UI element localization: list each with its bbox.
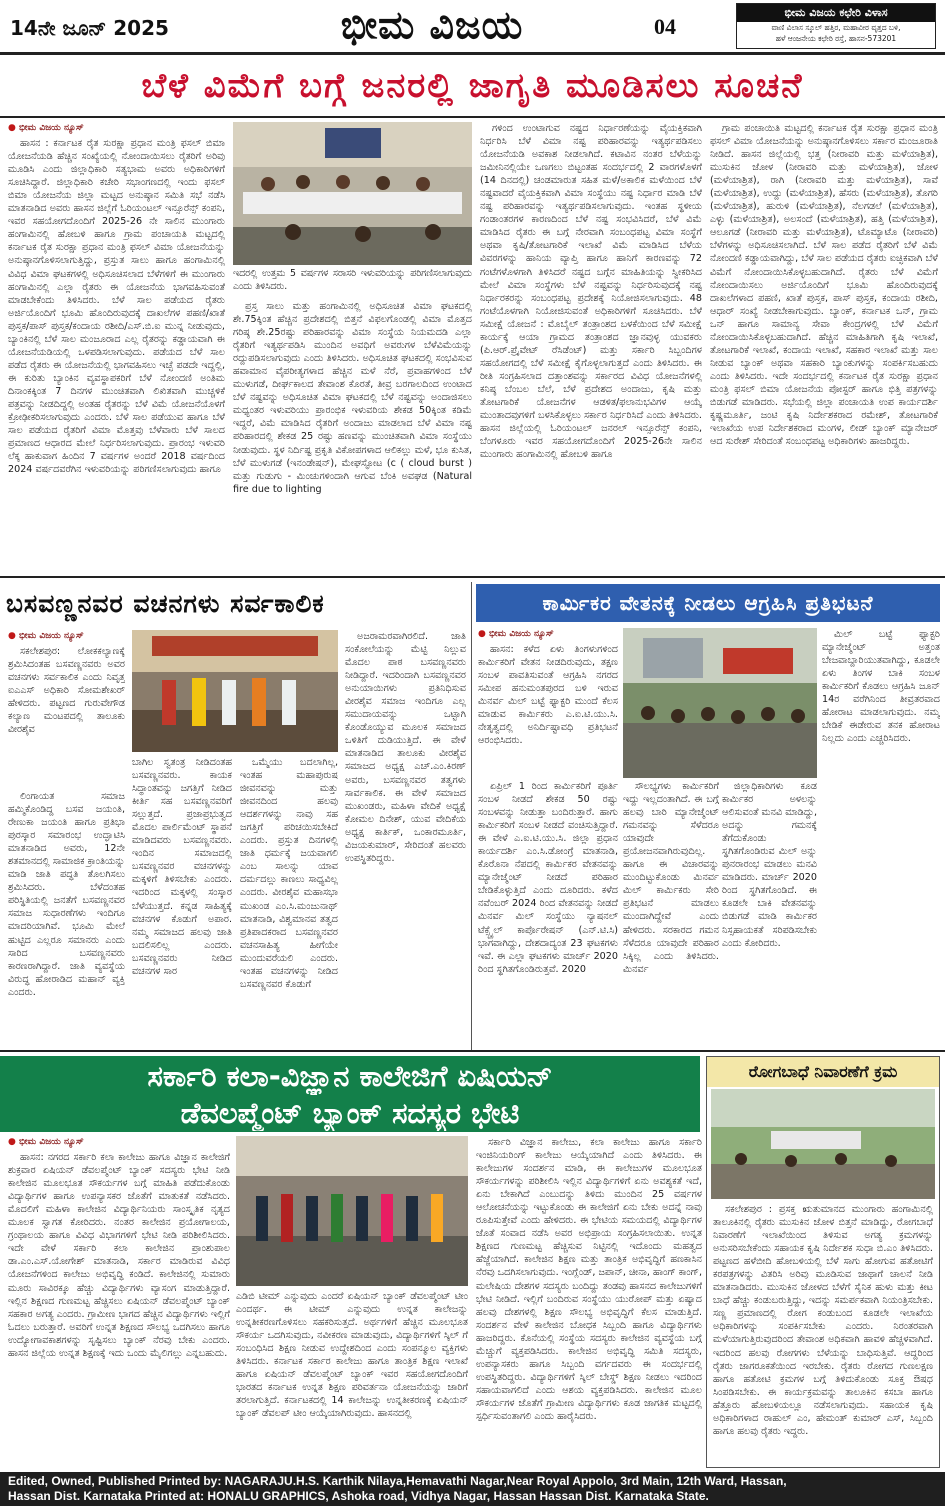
column-divider-vertical	[471, 582, 472, 1052]
address-line-2: ಹಳೆ ಆಂಜನೇಯ ಕಛೇರಿ ರಸ್ತೆ, ಹಾಸನ-573201	[775, 34, 897, 43]
address-line-1: ವಾಣಿ ವಿಲಾಸ ಸ್ಕೂಲ್ ಹತ್ತಿರ, ಮಹಾವೀರ ವೃತ್ತದ ಬಳಿ,	[771, 23, 901, 32]
article2-photo-ceremony	[132, 630, 338, 752]
article2-col1-text: ಲಿಂಗಾಯತ ಸಮಾಜ ಹಮ್ಮಿಕೊಂಡಿದ್ದ ಬಸವ ಜಯಂತಿ, ರೇಣುಕಾ ಜಯಂತಿ ಹಾಗೂ ಪ್ರತಿಭಾ ಪುರಸ್ಕಾರ ಸಮಾರಂಭ ಉದ್ಘಾಟಿಸಿ ಮಾತನಾಡಿದ ಅವರು, 12ನೇ ಶತಮಾನದಲ್ಲಿ ಸಾಮಾಜಿಕ ಕ್ರಾಂತಿಯನ್ನು ಮಾಡಿ ಜಾತಿ ಪದ್ಧತಿ ತೊಲಗಿಸಲು ಶ್ರಮಿಸಿದರು. ಬೆಳೆದಂತಹ ಪರಿಸ್ಥಿತಿಯಲ್ಲಿ ಜನತೆಗೆ ಬಸವಣ್ಣನವರ ಸಮಾಜ ಸುಧಾರಣೆಗಳು ಇಂದಿಗೂ ಮಾದರಿಯಾಗಿವೆ. ಭೂಮಿ ಮೇಲೆ ಹುಟ್ಟಿದ ಎಲ್ಲರೂ ಸಮಾನರು ಎಂದು ಸಾರಿದ ಬಸವಣ್ಣನವರು ಕಾರಣರಾಗಿದ್ದಾರೆ. ಜಾತಿ ವ್ಯವಸ್ಥೆಯ ವಿರುದ್ಧ ಹೋರಾಡಿದ ಮಹಾನ್ ವ್ಯಕ್ತಿ ಎಂದರು.	[8, 791, 125, 998]
article5-col1-text: ಸಕಲೇಶಪುರ : ಪ್ರಸಕ್ತ ಋತುಮಾನದ ಮುಂಗಾರು ಹಂಗಾಮಿನಲ್ಲಿ ತಾಲೂಕಿನಲ್ಲಿ ರೈತರು ಮುಸುಕಿನ ಜೋಳ ಬಿತ್ತನೆ ಮಾಡಿದ್ದು, ರೋಗಬಾಧೆ ನಿವಾರಣೆಗೆ ಇಲಾಖೆಯಿಂದ ತಿಳಿಸುವ ಅಗತ್ಯ ಕ್ರಮಗಳನ್ನು ಅನುಸರಿಸಬೇಕೆಂದು ಸಹಾಯಕ ಕೃಷಿ ನಿರ್ದೇಶಕ ಸುಧಾ ಬಿ.ಎಂ ತಿಳಿಸಿದರು. ಪಟ್ಟಣದ ಹಳೆಬೀದಿ ಹೋಬಳಿಯಲ್ಲಿ ಬೆಳೆ ಸಾಗು ಹೋಗುವ ಹತೋಟಿಗೆ ಕರಪತ್ರಗಳನ್ನು ವಿತರಿಸಿ ಅರಿವು ಮೂಡಿಸುವ ಜಾಥಾಗೆ ಚಾಲನೆ ನೀಡಿ ಮಾತನಾಡಿದರು. ಮುಸುಕಿನ ಜೋಳದ ಬೆಳೆಗೆ ಸೈನಿಕ ಹುಳು ಮತ್ತು ಕೀಟ ಬಾಧೆ ಹೆಚ್ಚು ಕಂಡುಬರುತ್ತಿದ್ದು, ಇದನ್ನು ಸಮರ್ಪಕವಾಗಿ ನಿಯಂತ್ರಿಸಬೇಕು. ಸಣ್ಣ ಪ್ರಮಾಣದಲ್ಲಿ ರೋಗ ಕಂಡುಬಂದ ಕೂಡಲೇ ಇಲಾಖೆಯ ಅಧಿಕಾರಿಗಳನ್ನು ಸಂಪರ್ಕಿಸಬೇಕು ಎಂದರು. ನಿರಂತರವಾಗಿ ಮಳೆಯಾಗುತ್ತಿರುವುದರಿಂದ ತೇವಾಂಶ ಅಧಿಕವಾಗಿ ಹಾವಳಿ ಹೆಚ್ಚಳವಾಗಿದೆ. ಇದರಿಂದ ಹಲವು ರೋಗಗಳು ಬೆಳೆಯನ್ನು ಬಾಧಿಸುತ್ತಿವೆ. ಆದ್ದರಿಂದ ರೈತರು ಜಾಗರೂಕತೆಯಿಂದ ಇರಬೇಕು. ರೈತರು ರೋಗದ ಗುಣಲಕ್ಷಣ ಹಾಗೂ ಹತೋಟಿ ಕ್ರಮಗಳ ಬಗ್ಗೆ ತಿಳಿದುಕೊಂಡು ಸೂಕ್ತ ಔಷಧ ಸಿಂಪಡಿಸಬೇಕು. ಈ ಕಾರ್ಯಕ್ರಮವನ್ನು ತಾಲೂಕಿನ ಕಸಬಾ ಹಾಗೂ ಹೆತ್ತೂರು ಹೋಬಳಿಯಲ್ಲೂ ನಡೆಸಲಾಗುವುದು. ಸಹಾಯಕ ಕೃಷಿ ಅಧಿಕಾರಿಗಳಾದ ರಾಹುಲ್ ಎಂ, ಹೇಮಂತ್ ಕುಮಾರ್ ಎಸ್, ಸಿಬ್ಬಂದಿ ಹಾಗೂ ಹಲವು ರೈತರು ಇದ್ದರು.	[713, 1204, 933, 1437]
protest-crowd-illustration	[623, 628, 817, 778]
article4-headline-line1: ಸರ್ಕಾರಿ ಕಲಾ-ವಿಜ್ಞಾನ ಕಾಲೇಜಿಗೆ ಏಷಿಯನ್	[147, 1059, 553, 1093]
article1-col2	[233, 300, 472, 570]
article1-col1	[8, 122, 225, 570]
article1-photo-caption: ಇದರಲ್ಲಿ ಉತ್ತಮ 5 ವರ್ಷಗಳ ಸರಾಸರಿ ಇಳುವರಿಯನ್ನು ಪರಿಗಣಿಸಲಾಗುವುದು ಎಂದು ತಿಳಿಸಿದರು.	[233, 268, 472, 292]
article2-col2-text: ಅಜರಾಮರವಾಗಿರಲಿದೆ. ಜಾತಿ ಸಂಕೋಲೆಯನ್ನು ಮೆಟ್ಟಿ ನಿಲ್ಲುವ ಮೊದಲ ಪಾಠ ಬಸವಣ್ಣನವರು ನೀಡಿದ್ದಾರೆ. ಇದರಿಂದಾಗಿ ಬಸವಣ್ಣನವರ ಅನುಯಾಯಿಗಳು ಪ್ರತಿನಿಧಿಸುವ ವೀರಶೈವ ಸಮಾಜ ಇಂದಿಗೂ ಎಲ್ಲ ಸಮುದಾಯವನ್ನು ಒಟ್ಟಾಗಿ ಕೊಂಡೊಯ್ಯುವ ಮೂಲಕ ಸಮಾಜದ ಒಳಿತಿಗೆ ದುಡಿಯುತ್ತಿದೆ. ಈ ವೇಳೆ ಮಾತನಾಡಿದ ತಾಲೂಕು ವೀರಶೈವ ಸಮಾಜದ ಅಧ್ಯಕ್ಷ ಎಚ್.ಎಂ.ಕಿರಣ್ ಅವರು, ಬಸವಣ್ಣನವರ ತತ್ವಗಳು ಸಾರ್ವಕಾಲಿಕ. ಈ ವೇಳೆ ಸಮಾಜದ ಮುಖಂಡರು, ಮಹಿಳಾ ವೇದಿಕೆ ಅಧ್ಯಕ್ಷೆ ಕೋಮಲ ದಿನೇಶ್, ಯುವ ವೇದಿಕೆಯ ಅಧ್ಯಕ್ಷ ಕಾರ್ತಿಕ್, ಒಂಕಾರಮೂರ್ತಿ, ವಿಜಯಕುಮಾರ್, ಸೇರಿದಂತೆ ಹಲವರು ಉಪಸ್ಥಿತರಿದ್ದರು.	[345, 631, 466, 864]
article3-col1-text: ಹಾಸನ: ಕಳೆದ ಏಳು ತಿಂಗಳುಗಳಿಂದ ಕಾರ್ಮಿಕರಿಗೆ ವೇತನ ನೀಡದಿರುವುದು, ತಕ್ಷಣ ಸಂಬಳ ಪಾವತಿಸುವಂತೆ ಆಗ್ರಹಿಸಿ ನಗರದ ಸಮೀಪ ಹನುಮಂತಪುರದ ಬಳಿ ಇರುವ ಮಿನರ್ವ ಮಿಲ್ ಬಟ್ಟೆ ಫ್ಯಾಕ್ಟರಿ ಮುಂದೆ ಕೆಲಸ ಮಾಡುವ ಕಾರ್ಮಿಕರು ಎ.ಐ.ಟಿ.ಯು.ಸಿ. ನೇತೃತ್ವದಲ್ಲಿ ಅನಿರ್ದಿಷ್ಟಾವಧಿ ಪ್ರತಿಭಟನೆ ಆರಂಭಿಸಿದರು.	[478, 644, 618, 747]
masthead	[0, 0, 945, 50]
issue-date: 14ನೇ ಜೂನ್ 2025	[10, 16, 169, 40]
masthead-divider	[0, 52, 945, 55]
article4-photo-caption: ಎಡಿಬಿ ಟೀಮ್ ಎನ್ನುವುದು ಎಂದರೆ ಏಷಿಯನ್ ಬ್ಯಾಂಕ್ ಡೆವಲಪ್ಮೆಂಟ್ ಟೀಂ ಎಂದರ್ಥ. ಈ ಟೀಮ್ ಎನ್ನುವುದು ಉನ್ನತ ಕಾಲೇಜನ್ನು ಉನ್ನತೀಕರಣಗೊಳಿಸಲು ಸಹಕರಿಸುತ್ತದೆ. ಅರ್ಥಗಳಿಗೆ ಹೆಚ್ಚಿನ ಮೂಲಭೂತ ಸೌಕರ್ಯ ಒದಗಿಸುವುದು, ನವೀಕರಣ ಮಾಡುವುದು, ವಿದ್ಯಾರ್ಥಿಗಳಿಗೆ ಸ್ಕಿಲ್ ಗೆ ಸಂಬಂಧಿಸಿದ ಶಿಕ್ಷಣ ನೀಡುವ ಉದ್ದೇಶದಿಂದ ಎಂದು ಸಂಪನ್ಮೂಲ ವ್ಯಕ್ತಿಗಳು ತಿಳಿಸಿದರು. ಕರ್ನಾಟಕ ಸರ್ಕಾರ ಕಾಲೇಜು ಹಾಗೂ ತಾಂತ್ರಿಕ ಶಿಕ್ಷಣ ಇಲಾಖೆ ಹಾಗೂ ಏಷಿಯನ್ ಡೆವಲಪ್ಮೆಂಟ್ ಬ್ಯಾಂಕ್ ಇವರ ಸಹಯೋಗದೊಂದಿಗೆ ಭಾರತದ ಕರ್ನಾಟಕ ಉನ್ನತ ಶಿಕ್ಷಣ ಪರಿವರ್ತನಾ ಯೋಜನೆಯನ್ನು ಜಾರಿಗೆ ತರಲಾಗುತ್ತಿದೆ. ಕರ್ನಾಟಕದಲ್ಲಿ 14 ಕಾಲೇಜನ್ನು ಉನ್ನತೀಕರಣಕ್ಕೆ ಏಷಿಯನ್ ಬ್ಯಾಂಕ್ ಡೆವಲಪ್ ಟೀಂ ಆಯ್ಕೆಯಾಗಿರುವುದು. ಹಾಸನದಲ್ಲಿ	[236, 1291, 468, 1420]
article2-col2	[345, 630, 466, 1046]
article5-headline: ರೋಗಬಾಧೆ ನಿವಾರಣೆಗೆ ಕ್ರಮ	[707, 1057, 939, 1087]
article2-photo-caption: ಬಾಗಿಲ ಸ್ವತಂತ್ರ ನೀಡಿದಂತಹ ಬಸವಣ್ಣನವರು. ಕಾಯಕ ಸಿದ್ಧಾಂತವನ್ನು ಜಗತ್ತಿಗೆ ನೀಡಿದ ಕೀರ್ತಿ ಸಹ ಬಸವಣ್ಣನವರಿಗೆ ಸಲ್ಲುತ್ತದೆ. ಪ್ರಜಾಪ್ರಭುತ್ವದ ಮೊದಲ ಪಾರ್ಲಿಮೆಂಟ್ ಸ್ಥಾಪನೆ ಮಾಡಿದವರು ಬಸವಣ್ಣನವರು. ಇಂದಿನ ಸಮಾಜದಲ್ಲಿ ಬಸವಣ್ಣನವರ ವಚನಗಳನ್ನು ಮಕ್ಕಳಿಗೆ ತಿಳಿಸಬೇಕು ಎಂದರು. ಇದರಿಂದ ಮಕ್ಕಳಲ್ಲಿ ಸಂಸ್ಕಾರ ಬೆಳೆಯುತ್ತದೆ. ಕನ್ನಡ ಸಾಹಿತ್ಯಕ್ಕೆ ವಚನಗಳ ಕೊಡುಗೆ ಅಪಾರ. ನಮ್ಮ ಸಮಾಜದ ಹಲವು ಜಾತಿ ಬದಲಿಸಲಿಲ್ಲ ಎಂದರು. ಬಸವಣ್ಣನವರು ನೀಡಿದ ವಚನಗಳ ಸಾರ	[132, 757, 232, 977]
article1-col1-text: ಹಾಸನ : ಕರ್ನಾಟಕ ರೈತ ಸುರಕ್ಷಾ ಪ್ರಧಾನ ಮಂತ್ರಿ ಫಸಲ್ ಬಿಮಾ ಯೋಜನೆಯಡಿ ಹೆಚ್ಚಿನ ಸಂಖ್ಯೆಯಲ್ಲಿ ನೋಂದಾಯಿಸಲು ರೈತರಿಗೆ ಅರಿವು ಮೂಡಿಸಿ ಎಂದು ಜಿಲ್ಲಾಧಿಕಾರಿ ಸತ್ಯಭಾಮ ಅವರು ಅಧಿಕಾರಿಗಳಿಗೆ ಸೂಚಿಸಿದ್ದಾರೆ. ಜಿಲ್ಲಾಧಿಕಾರಿ ಕಚೇರಿ ಸಭಾಂಗಣದಲ್ಲಿ ಇಂದು ಫಸಲ್ ಬಿಮಾ ಯೋಜನೆಯ ಜಿಲ್ಲಾ ಮಟ್ಟದ ಅನುಷ್ಠಾನ ಸಮಿತಿ ಸಭೆ ನಡೆಸಿ ಮಾತನಾಡಿದ ಅವರು ಹಾಸನ ಜಿಲ್ಲೆಗೆ ಓರಿಯಂಟಲ್ ಇನ್ಸೂರೆನ್ಸ್ ಕಂಪನಿ, ಇವರ ಸಹಯೋಗದೊಂದಿಗೆ 2025-26 ನೇ ಸಾಲಿನ ಮುಂಗಾರು ಹಂಗಾಮಿನಲ್ಲಿ ಹೋಬಳಿ ಹಾಗೂ ಗ್ರಾಮ ಪಂಚಾಯತಿ ಮಟ್ಟದಲ್ಲಿ ಕರ್ನಾಟಕ ರೈತ ಸುರಕ್ಷಾ ಪ್ರಧಾನ ಮಂತ್ರಿ ಫಸಲ್ ವಿಮಾ ಯೋಜನೆಯನ್ನು ಅನುಷ್ಠಾನಗೊಳಿಸಲಾಗುತ್ತಿದ್ದು, ಪ್ರಸ್ತುತ ಸಾಲು ಹಾಗೂ ಹಂಗಾಮಿನಲ್ಲಿ ವಿವಿಧ ವಿಮಾ ಘಟಕಗಳಲ್ಲಿ ಅಧಿಸೂಚಿಸಲಾದ ಬೆಳೆಗಳಿಗೆ ಈ ಮುಂಗಾರು ಹಂಗಾಮಿನಲ್ಲಿ ಎಲ್ಲಾ ರೈತರು ಈ ಯೋಜನೆಯ ಭಾಗವಹಿಸುವಂತೆ ಮಾಡಬೇಕೆಂದು ತಿಳಿಸಿದರು. ಬೆಳೆ ಸಾಲ ಪಡೆಯದ ರೈತರು ಅರ್ಜಿಯೊಂದಿಗೆ ಭೂಮಿ ಹೊಂದಿರುವುದಕ್ಕೆ ದಾಖಲೆಗಳ ಪಹಣಿ/ಖಾತೆ ಪುಸ್ತಕ/ಪಾಸ್ ಪುಸ್ತಕ/ಕಂದಾಯ ರಶೀದಿ/ಎಸ್.ಬಿ.ಐ ಮುನ್ನ ನೀಡುವುದು, ಬ್ಯಾಂಕಿನಲ್ಲಿ ಬೆಳೆ ಸಾಲ ಮಂಜೂರಾದ ಎಲ್ಲ ರೈತರನ್ನು ಕಡ್ಡಾಯವಾಗಿ ಈ ಯೋಜನೆಯಡಿಯಲ್ಲಿ ಒಳಪಡಿಸಲಾಗುವುದು. ಪಡೆಯದ ಬೆಳೆ ಸಾಲ ಪಡೆದ ರೈತರು ಈ ಯೋಜನೆಯಲ್ಲಿ ಭಾಗವಹಿಸಲು ಇಚ್ಛೆ ಪಡದೇ ಇದ್ದಲ್ಲಿ, ಈ ಕುರಿತು ಬ್ಯಾಂಕಿನ ವ್ಯವಸ್ಥಾಪಕರಿಗೆ ಬೆಳೆ ನೋಂದಣಿ ಅಂತಿಮ ದಿನಾಂಕಕ್ಕಿಂತ 7 ದಿನಗಳ ಮುಂಚಿತವಾಗಿ ಲಿಖಿತವಾಗಿ ಮುಚ್ಚಳಿಕೆ ಪತ್ರವನ್ನು ನೀಡದಿದ್ದಲ್ಲಿ ಅಂತಹ ರೈತರನ್ನು ಬೆಳೆ ವಿಮೆ ಯೋಜನೆಯೊಳಗೆ ಕ್ರೋಢೀಕರಿಸಲಾಗುವುದು ಎಂದರು. ಬೆಳೆ ಸಾಲ ಪಡೆಯುವ ಹಾಗೂ ಬೆಳೆ ಸಾಲ ಪಡೆಯದ ರೈತರಿಗೆ ವಿಮಾ ಮೊತ್ತವು ಬೆಳೆವಾರು ಬೆಳೆ ಸಾಲದ ಪ್ರಮಾಣದ ಆಧಾರದ ಮೇಲೆ ನಿರ್ಧರಿಸಲಾಗುವುದು. ಪ್ರಾರಂಭ ಇಳುವರಿ ಲೆಕ್ಕ ಹಾಕುವಾಗ ಹಿಂದಿನ 7 ವರ್ಷಗಳ ಅಂದರೆ 2018 ವರ್ಷದಿಂದ 2024 ವರ್ಷದವರೆಗಿನ ಇಳುವರಿಯನ್ನು ಪರಿಗಣಿಸಲಾಗುವುದು ಹಾಗೂ	[8, 138, 225, 476]
article3-col3	[478, 780, 618, 1044]
ceremony-stage-illustration	[132, 630, 338, 752]
article4-col1	[8, 1136, 230, 1468]
page-number: 04	[654, 14, 676, 39]
article1-byline: ● ಭೀಮ ವಿಜಯ ನ್ಯೂಸ್	[8, 122, 225, 135]
article2-col1-top-text: ಸಕಲೇಶಪುರ: ಲೋಕಕಲ್ಯಾಣಕ್ಕೆ ಶ್ರಮಿಸಿದಂತಹ ಬಸವಣ್ಣನವರು ಅವರ ವಚನಗಳು ಸರ್ವಕಾಲಿಕ ಎಂದು ನಿವೃತ್ತ ಐಎಎಸ್ ಅಧಿಕಾರಿ ಸೋಮಶೇಖರ್ ಹೇಳಿದರು. ಪಟ್ಟಣದ ಗುರುವೇಗೌಡ ಕಲ್ಯಾಣ ಮಂಟಪದಲ್ಲಿ ತಾಲೂಕು ವೀರಶೈವ	[8, 646, 125, 736]
article3-col4	[623, 780, 719, 1044]
article5-photo-farmers	[711, 1089, 935, 1199]
article1-photo-meeting	[233, 122, 472, 265]
article4-col1-text: ಹಾಸನ: ನಗರದ ಸರ್ಕಾರಿ ಕಲಾ ಕಾಲೇಜು ಹಾಗೂ ವಿಜ್ಞಾನ ಕಾಲೇಜಿಗೆ ಶುಕ್ರವಾರ ಏಷಿಯನ್ ಡೆವಲಪ್ಮೆಂಟ್ ಬ್ಯಾಂಕ್ ಸದಸ್ಯರು ಭೇಟಿ ನೀಡಿ ಕಾಲೇಜಿನ ಮೂಲಭೂತ ಸೌಕರ್ಯಗಳ ಬಗ್ಗೆ ಮಾಹಿತಿ ಪಡೆದುಕೊಂಡು ವಿದ್ಯಾರ್ಥಿಗಳ ಹಾಗೂ ಉಪನ್ಯಾಸಕರ ಜೊತೆಗೆ ಮಾತುಕತೆ ನಡೆಸಿದರು. ಮೊದಲಿಗೆ ಮಹಿಳಾ ಕಾಲೇಜಿನ ವಿದ್ಯಾರ್ಥಿನಿಯರು ಸಾಂಸ್ಕೃತಿಕ ನೃತ್ಯದ ಮೂಲಕ ಸ್ವಾಗತ ಕೋರಿದರು. ನಂತರ ಕಾಲೇಜಿನ ಪ್ರಯೋಗಾಲಯ, ಗ್ರಂಥಾಲಯ ಹಾಗೂ ವಿವಿಧ ವಿಭಾಗಗಳಿಗೆ ಭೇಟಿ ನೀಡಿ ಪರಿಶೀಲಿಸಿದರು. ಇದೇ ವೇಳೆ ಸರ್ಕಾರಿ ಕಲಾ ಕಾಲೇಜಿನ ಪ್ರಾಂಶುಪಾಲ ಡಾ.ಎಂ.ಎಸ್.ಯೋಗೇಶ್ ಮಾತನಾಡಿ, ಸರ್ಕಾರ ಮಾಡಿರುವ ವಿವಿಧ ಯೋಜನೆಗಳಿಂದ ಕಾಲೇಜು ಅಭಿವೃದ್ಧಿ ಕಂಡಿದೆ. ಕಾಲೇಜಿನಲ್ಲಿ ಸುಮಾರು ಮೂರು ಸಾವಿರಕ್ಕೂ ಹೆಚ್ಚು ವಿದ್ಯಾರ್ಥಿಗಳು ವ್ಯಾಸಂಗ ಮಾಡುತ್ತಿದ್ದಾರೆ. ಇಲ್ಲಿನ ಶಿಕ್ಷಣದ ಗುಣಮಟ್ಟ ಹೆಚ್ಚಿಸಲು ಏಷಿಯನ್ ಡೆವಲಪ್ಮೆಂಟ್ ಬ್ಯಾಂಕ್ ಸಹಕಾರ ಅಗತ್ಯ ಎಂದರು. ಗ್ರಾಮೀಣ ಭಾಗದ ಹೆಚ್ಚಿನ ವಿದ್ಯಾರ್ಥಿಗಳು ಇಲ್ಲಿಗೆ ಓದಲು ಬರುತ್ತಾರೆ. ಅವರಿಗೆ ಉನ್ನತ ಶಿಕ್ಷಣದ ಸೌಲಭ್ಯ ಒದಗಿಸಲು ಹಾಗೂ ಉದ್ಯೋಗಾವಕಾಶಗಳನ್ನು ಸೃಷ್ಟಿಸಲು ಬ್ಯಾಂಕ್ ನೆರವು ಬೇಕು ಎಂದರು. ಹಾಸನ ಜಿಲ್ಲೆಯ ಉನ್ನತ ಶಿಕ್ಷಣಕ್ಕೆ ಇದು ಒಂದು ಮೈಲಿಗಲ್ಲು ಎನ್ನಬಹುದು.	[8, 1152, 230, 1359]
article1-headline-rule	[0, 116, 945, 118]
article3-col3-text: ಏಪ್ರಿಲ್ 1 ರಿಂದ ಕಾರ್ಮಿಕರಿಗೆ ಪೂರ್ತಿ ಸಂಬಳ ನೀಡದೆ ಶೇಕಡ 50 ರಷ್ಟು ಸಂಬಳವನ್ನು ನೀಡುತ್ತಾ ಬಂದಿರುತ್ತಾರೆ. ಹಾಗು ಕಾರ್ಮಿಕರಿಗೆ ಸಂಬಳ ನೀಡದೆ ವಂಚಿಸುತ್ತಿದ್ದಾರೆ. ಈ ವೇಳೆ ಎ.ಐ.ಟಿ.ಯು.ಸಿ. ಜಿಲ್ಲಾ ಪ್ರಧಾನ ಕಾರ್ಯದರ್ಶಿ ಎಂ.ಸಿ.ಡೋಂಗ್ರೆ ಮಾತನಾಡಿ, ಕೊರೊನಾ ನೆಪದಲ್ಲಿ ಕಾರ್ಮಿಕರ ವೇತನವನ್ನು ಮ್ಯಾನೇಜ್ಮೆಂಟ್ ನೀಡದೆ ಪರಿಹಾರ ಬೇಡಿಕೊಳ್ಳುತ್ತಿದೆ ಎಂದು ದೂರಿದರು. ಕಳೆದ ನವೆಂಬರ್ 2024 ರಿಂದ ವೇತನವನ್ನು ನೀಡದೆ ಮಿನರ್ವ ಮಿಲ್ ಸಂಸ್ಥೆಯು ನ್ಯಾಷನಲ್ ಟೆಕ್ಸ್ಟೈಲ್ ಕಾರ್ಪೊರೇಷನ್ (ಎನ್.ಟಿ.ಸಿ) ಭಾಗವಾಗಿದ್ದು, ದೇಶದಾದ್ಯಂತ 23 ಘಟಕಗಳು ಇವೆ. ಈ ಎಲ್ಲಾ ಘಟಕಗಳು ಮಾರ್ಚ್ 2020 ರಿಂದ ಸ್ಥಗಿತಗೊಂಡಿರುತ್ತವೆ. 2020	[478, 781, 618, 975]
article1-col2-text: ಪ್ರಸ್ತ ಸಾಲು ಮತ್ತು ಹಂಗಾಮಿನಲ್ಲಿ ಅಧಿಸೂಚಿತ ವಿಮಾ ಘಟಕದಲ್ಲಿ ಶೇ.75ಕ್ಕಿಂತ ಹೆಚ್ಚಿನ ಪ್ರದೇಶದಲ್ಲಿ ಬಿತ್ತನೆ ವಿಫಲಗೊಂಡಲ್ಲಿ ವಿಮಾ ಮೊತ್ತದ ಗರಿಷ್ಠ ಶೇ.25ರಷ್ಟು ಪರಿಹಾರವನ್ನು ವಿಮಾ ಸಂಸ್ಥೆಯ ನಿಯಮದಡಿ ಎಲ್ಲಾ ರೈತರಿಗೆ ಇತ್ಯರ್ಥಪಡಿಸಿ ಮುಂದಿನ ಅವಧಿಗೆ ಅವರುಗಳ ಬೆಳೆವಿಮೆಯನ್ನು ರದ್ದುಪಡಿಸಲಾಗುವುದು ಎಂದು ತಿಳಿಸಿದರು. ಅಧಿಸೂಚಿತ ಘಟಕದಲ್ಲಿ ಸಂಭವಿಸುವ ಹವಾಮಾನ ವೈಪರೀತ್ಯಗಳಾದ ಹೆಚ್ಚಿನ ಮಳೆ ನೆರೆ, ಪ್ರವಾಹಗಳಿಂದ ಬೆಳೆ ಮುಳುಗಡೆ, ದೀರ್ಘಕಾಲದ ತೇವಾಂಶ ಕೊರತೆ, ತೀವ್ರ ಬರಗಾಲದಿಂದ ಉಂಟಾದ ಬೆಳೆ ನಷ್ಟವನ್ನು ಅಧಿಸೂಚಿತ ವಿಮಾ ಘಟಕದಲ್ಲಿ ಬೆಳೆ ನಷ್ಟವನ್ನು ಅಂದಾಜಿಸಲು ಮಧ್ಯಂತರ ಇಳುವರಿಯು ಪ್ರಾರಂಭಿಕ ಇಳುವರಿಯ ಶೇಕಡ 50ಕ್ಕಿಂತ ಕಡಿಮೆ ಇದ್ದರೆ, ವಿಮೆ ಮಾಡಿಸಿದ ರೈತರಿಗೆ ಅಂದಾಜು ಮಾಡಲಾದ ಬೆಳೆ ವಿಮಾ ನಷ್ಟ ಪರಿಹಾರದಲ್ಲಿ ಶೇಕಡ 25 ರಷ್ಟು ಹಣವನ್ನು ಮುಂಚಿತವಾಗಿ ವಿಮಾ ಸಂಸ್ಥೆಯು ನೀಡುವುದು. ಸ್ಥಳ ನಿರ್ದಿಷ್ಟ ಪ್ರಕೃತಿ ವಿಕೋಪಗಳಾದ ಆಲಿಕಲ್ಲು ಮಳೆ, ಭೂ ಕುಸಿತ, ಬೆಳೆ ಮುಳುಗಡೆ (ಇನಂಡೇಷನ್), ಮೇಘಸ್ಫೋಟ (c ( cloud burst ) ಮತ್ತು ಗುಡುಗು - ಮಿಂಚುಗಳಿಂದಾಗಿ ಆಗುವ ಬೆಂಕಿ ಅವಘಡ (Natural fire due to lighting	[233, 301, 472, 495]
article3-col4-text: ಸೌಲಭ್ಯಗಳು ಕಾರ್ಮಿಕರಿಗೆ ಇದ್ದು ಇಲ್ಲದಂತಾಗಿದೆ. ಈ ಬಗ್ಗೆ ಹಲವು ಬಾರಿ ಮ್ಯಾನೇಜ್ಮೆಂಟ್ ಗಮನವನ್ನು ಸೆಳೆದರೂ ಯಾವುದೇ ಪ್ರಯೋಜನವಾಗಿರುವುದಿಲ್ಲ. ಹಾಗೂ ಈ ವಿಚಾರವನ್ನು ಮುಂದಿಟ್ಟುಕೊಂಡು ಮಿನರ್ವ ಮಿಲ್ ಕಾರ್ಮಿಕರು ಸೇರಿ ಪ್ರತಿಭಟನೆ ಮಾಡಲು ಮುಂದಾಗಿದ್ದೇವೆ ಎಂದು ಹೇಳಿದರು. ಸರಕಾರದ ಗಮನ ಸೆಳೆದರೂ ಯಾವುದೇ ಪರಿಹಾರ ಸಿಕ್ಕಿಲ್ಲ ಎಂದು ತಿಳಿಸಿದರು. ಮಿನರ್ವ	[623, 781, 719, 975]
article2-byline: ● ಭೀಮ ವಿಜಯ ನ್ಯೂಸ್	[8, 630, 125, 643]
imprint-footer	[0, 1472, 945, 1506]
article1-col3	[480, 122, 702, 570]
article3-headline: ಕಾರ್ಮಿಕರ ವೇತನಕ್ಕೆ ನೀಡಲು ಆಗ್ರಹಿಸಿ ಪ್ರತಿಭಟನೆ	[476, 584, 940, 622]
imprint-line-1: Edited, Owned, Published Printed by: NAGARAJU.H.S. Karthik Nilaya,Hemavathi Nagar,Near Royal Appolo, 3rd Main, 12th Ward, Hassan,	[8, 1474, 787, 1488]
article3-col5	[722, 780, 817, 1044]
meeting-hall-illustration	[233, 122, 472, 265]
article1-headline: ಬೆಳೆ ವಿಮೆಗೆ ಬಗ್ಗೆ ಜನರಲ್ಲಿ ಜಾಗೃತಿ ಮೂಡಿಸಲು ಸೂಚನೆ	[141, 66, 804, 106]
farmers-rally-illustration	[711, 1089, 935, 1199]
article1-col4-text: ಗ್ರಾಮ ಪಂಚಾಯಿತಿ ಮಟ್ಟದಲ್ಲಿ ಕರ್ನಾಟಕ ರೈತ ಸುರಕ್ಷಾ ಪ್ರಧಾನ ಮಂತ್ರಿ ಫಸಲ್ ವಿಮಾ ಯೋಜನೆಯನ್ನು ಅನುಷ್ಠಾನಗೊಳಿಸಲು ಸರ್ಕಾರ ಮಂಜೂರಾತಿ ನೀಡಿದೆ. ಹಾಸನ ಜಿಲ್ಲೆಯಲ್ಲಿ ಭತ್ತ (ನೀರಾವರಿ ಮತ್ತು ಮಳೆಯಾಶ್ರಿತ), ಮುಸುಕಿನ ಜೋಳ (ನೀರಾವರಿ ಮತ್ತು ಮಳೆಯಾಶ್ರಿತ), ಜೋಳ (ಮಳೆಯಾಶ್ರಿತ), ರಾಗಿ (ನೀರಾವರಿ ಮತ್ತು ಮಳೆಯಾಶ್ರಿತ), ಸಾವೆ (ಮಳೆಯಾಶ್ರಿತ), ಉದ್ದು (ಮಳೆಯಾಶ್ರಿತ), ಹೆಸರು (ಮಳೆಯಾಶ್ರಿತ), ತೊಗರಿ (ಮಳೆಯಾಶ್ರಿತ), ಹುರುಳಿ (ಮಳೆಯಾಶ್ರಿತ), ನೆಲಗಡಲೆ (ಮಳೆಯಾಶ್ರಿತ), ಎಳ್ಳು (ಮಳೆಯಾಶ್ರಿತ), ಅಲಸಂದೆ (ಮಳೆಯಾಶ್ರಿತ), ಹತ್ತಿ (ಮಳೆಯಾಶ್ರಿತ), ಆಲೂಗಡೆ (ನೀರಾವರಿ ಮತ್ತು ಮಳೆಯಾಶ್ರಿತ), ಟೊಮ್ಯಾಟೊ (ನೀರಾವರಿ) ಬೆಳೆಗಳನ್ನು ಅಧಿಸೂಚಿಸಲಾಗಿದೆ. ಬೆಳೆ ಸಾಲ ಪಡೆದ ರೈತರಿಗೆ ಬೆಳೆ ವಿಮೆ ನೋಂದಣಿ ಕಡ್ಡಾಯವಾಗಿದ್ದು, ಬೆಳೆ ಸಾಲ ಪಡೆಯದ ರೈತರು ಐಚ್ಛಿಕವಾಗಿ ಬೆಳೆ ವಿಮೆಗೆ ನೋಂದಾಯಿಸಿಕೊಳ್ಳಬಹುದಾಗಿದೆ. ರೈತರು ಬೆಳೆ ವಿಮೆಗೆ ನೋಂದಾಯಿಸಲು ಅರ್ಜಿಯೊಂದಿಗೆ ಭೂಮಿ ಹೊಂದಿರುವುದಕ್ಕೆ ದಾಖಲೆಗಳಾದ ಪಹಣಿ, ಖಾತೆ ಪುಸ್ತಕ, ಪಾಸ್ ಪುಸ್ತಕ, ಕಂದಾಯ ರಶೀದಿ, ಆಧಾರ್ ಸಂಖ್ಯೆ ನೀಡಬೇಕಾಗುವುದು. ಬ್ಯಾಂಕ್, ಕರ್ನಾಟಕ ಒನ್, ಗ್ರಾಮ ಒನ್ ಹಾಗೂ ಸಾಮಾನ್ಯ ಸೇವಾ ಕೇಂದ್ರಗಳಲ್ಲಿ ಬೆಳೆ ವಿಮೆಗೆ ನೋಂದಾಯಿಸಿಕೊಳ್ಳಬಹುದಾಗಿದೆ. ಹೆಚ್ಚಿನ ಮಾಹಿತಿಗಾಗಿ ಕೃಷಿ ಇಲಾಖೆ, ತೋಟಗಾರಿಕೆ ಇಲಾಖೆ, ಕಂದಾಯ ಇಲಾಖೆ, ಸಹಕಾರ ಇಲಾಖೆ ಮತ್ತು ಸಾಲ ನೀಡುವ ಬ್ಯಾಂಕ್ ಅಥವಾ ಸಹಕಾರಿ ಬ್ಯಾಂಕುಗಳನ್ನು ಸಂಪರ್ಕಿಸಬಹುದು ಎಂದು ತಿಳಿಸಿದರು. ಇದೇ ಸಂದರ್ಭದಲ್ಲಿ ಕರ್ನಾಟಕ ರೈತ ಸುರಕ್ಷಾ ಪ್ರಧಾನ ಮಂತ್ರಿ ಫಸಲ್ ಬಿಮಾ ಯೋಜನೆಯ ಪೋಸ್ಟರ್ ಹಾಗೂ ಭಿತ್ತಿ ಪತ್ರಗಳನ್ನು ಬಿಡುಗಡೆ ಮಾಡಿದರು. ಸಭೆಯಲ್ಲಿ ಜಿಲ್ಲಾ ಪಂಚಾಯತಿ ಉಪ ಕಾರ್ಯದರ್ಶಿ ಕೃಷ್ಣಮೂರ್ತಿ, ಜಂಟಿ ಕೃಷಿ ನಿರ್ದೇಶಕರಾದ ರಮೇಶ್, ತೋಟಗಾರಿಕೆ ಇಲಾಖೆಯ ಉಪ ನಿರ್ದೇಶಕರಾದ ಮಂಗಳ, ಲೀಡ್ ಬ್ಯಾಂಕ್ ಮ್ಯಾನೇಜರ್ ಆದ ಸುರೇಶ್ ಸೇರಿದಂತೆ ಸಂಬಂಧಪಟ್ಟ ಅಧಿಕಾರಿಗಳು ಹಾಜರಿದ್ದರು.	[710, 123, 938, 448]
article1-col4	[710, 122, 938, 570]
publisher-name: ಭೀಮ ವಿಜಯ ಕಛೇರಿ ವಿಳಾಸ	[737, 4, 935, 22]
section-divider-2	[0, 1050, 945, 1052]
masthead-address-box	[736, 3, 936, 49]
article4-headline-banner	[0, 1056, 700, 1132]
article4-byline: ● ಭೀಮ ವಿಜಯ ನ್ಯೂಸ್	[8, 1136, 230, 1149]
article2-col2-side	[240, 756, 338, 1046]
delegation-group-illustration	[236, 1136, 468, 1286]
article4-col2	[476, 1136, 702, 1468]
article3-col5-text: ಜಿಲ್ಲಾಧಿಕಾರಿಗಳು ಕೂಡ ಕಾರ್ಮಿಕರ ಅಳಲನ್ನು ಆಲಿಸುವಂತೆ ಮನವಿ ಮಾಡಿದ್ದು, ಅದನ್ನು ಗಮನಕ್ಕೆ ತೆಗೆದುಕೊಂಡು ಸ್ಥಗಿತಗೊಂಡಿರುವ ಮಿಲ್ ಅನ್ನು ಪುನರಾರಂಭ ಮಾಡಲು ಮನವಿ ಮಾಡಿದರು. ಮಾರ್ಚ್ 2020 ರಿಂದ ಸ್ಥಗಿತಗೊಂಡಿದೆ. ಈ ಕೂಡಲೇ ಬಾಕಿ ವೇತನವನ್ನು ಬಿಡುಗಡೆ ಮಾಡಿ ಕಾರ್ಮಿಕರ ನಿಸ್ಸಹಾಯಕತೆ ಸರಿಪಡಿಸಬೇಕು ಎಂದು ಕೋರಿದರು.	[722, 781, 817, 949]
imprint-line-2: Hassan Dist. Karnataka Printed at: HONALU GRAPHICS, Ashoka road, Vidhya Nagar, Hassan Hassan Dist. Karnataka State.	[8, 1489, 709, 1503]
article3-byline: ● ಭೀಮ ವಿಜಯ ನ್ಯೂಸ್	[478, 628, 618, 641]
article1-col3-text: ಗಳಿಂದ ಉಂಟಾಗುವ ನಷ್ಟದ ನಿರ್ಧಾರಣೆಯನ್ನು ವೈಯಕ್ತಿಕವಾಗಿ ನಿರ್ಧರಿಸಿ ಬೆಳೆ ವಿಮಾ ನಷ್ಟ ಪರಿಹಾರವನ್ನು ಇತ್ಯರ್ಥಪಡಿಸಲು ಯೋಜನೆಯಡಿ ಅವಕಾಶ ನೀಡಲಾಗಿದೆ. ಕಟಾವಿನ ನಂತರ ಬೆಳೆಯನ್ನು ಜಮೀನಿನಲ್ಲಿಯೇ ಒಣಗಲು ಬಿಟ್ಟಂತಹ ಸಂದರ್ಭದಲ್ಲಿ 2 ವಾರಗಳೊಳಗೆ (14 ದಿನದಲ್ಲಿ) ಚಂಡಮಾರುತ ಸಹಿತ ಮಳೆ/ಅಕಾಲಿಕ ಮಳೆಯಿಂದ ಬೆಳೆ ನಷ್ಟವಾದರೆ ವೈಯಕ್ತಿಕವಾಗಿ ವಿಮಾ ಸಂಸ್ಥೆಯು ನಷ್ಟ ನಿರ್ಧಾರ ಮಾಡಿ ಬೆಳೆ ನಷ್ಟ ಪರಿಹಾರವನ್ನು ಇತ್ಯರ್ಥಪಡಿಸಲಾಗುವುದು. ಇಂತಹ ಸ್ಥಳೀಯ ಗಂಡಾಂತರಗಳ ಕಾರಣದಿಂದ ಬೆಳೆ ನಷ್ಟ ಸಂಭವಿಸಿದರೆ, ಬೆಳೆ ವಿಮೆ ಮಾಡಿಸಿದ ರೈತರು ಈ ಬಗ್ಗೆ ನೇರವಾಗಿ ಸಂಬಂಧಪಟ್ಟ ವಿಮಾ ಸಂಸ್ಥೆಗೆ ಅಥವಾ ಕೃಷಿ/ತೋಟಗಾರಿಕೆ ಇಲಾಖೆ ವಿಮೆ ಮಾಡಿಸಿದ ಬೆಳೆಯ ವಿವರಗಳನ್ನು ಹಾನಿಯ ವ್ಯಾಪ್ತಿ ಹಾಗೂ ಹಾನಿಗೆ ಕಾರಣವನ್ನು 72 ಗಂಟೆಗಳೊಳಗಾಗಿ ತಿಳಿಸಿದರೆ ನಷ್ಟದ ಬಗ್ಗೆನ ಮಾಹಿತಿಯನ್ನು ಸ್ವೀಕರಿಸಿದ ಮೇಲೆ ವಿಮಾ ಸಂಸ್ಥೆಗಳು ಬೆಳೆ ನಷ್ಟವನ್ನು ನಿರ್ಧರಿಸುವುದಕ್ಕೆ ನಷ್ಟ ನಿರ್ಧಾರಕರನ್ನು ಸಂಬಂಧಪಟ್ಟ ಪ್ರದೇಶಕ್ಕೆ ನಿಯೋಜಿಸಲಾಗುವುದು. 48 ಗಂಟೆಯೊಳಗಾಗಿ ನಿಯೋಜಿಸುವಂತೆ ಅಧಿಕಾರಿಗಳಿಗೆ ಸೂಚಿಸಿದರು. ಬೆಳೆ ಸಮೀಕ್ಷೆ ಯೋಜನೆ : ಮೊಬೈಲ್ ತಂತ್ರಾಂಶದ ಬಳಕೆಯಿಂದ ಬೆಳೆ ಸಮೀಕ್ಷೆ ಕಾರ್ಯಕ್ಕೆ ಆಯಾ ಗ್ರಾಮದ ತಂತ್ರಾಂಶದ ಜ್ಞಾನವುಳ್ಳ ಯುವಕರು (ಪಿ.ಆರ್.ಪ್ರೈವೇಟ್ ರೆಸಿಡೆಂಟ್) ಮತ್ತು ಸರ್ಕಾರಿ ಸಿಬ್ಬಂದಿಗಳ ಸಹಯೋಗದಲ್ಲಿ ಬೆಳೆ ಸಮೀಕ್ಷೆ ಕೈಗೊಳ್ಳಲಾಗುತ್ತದೆ ಎಂದು ತಿಳಿಸಿದರು. ಈ ರೀತಿ ಸಂಗ್ರಹಿಸಲಾದ ದತ್ತಾಂಶವನ್ನು ಸರ್ಕಾರದ ವಿವಿಧ ಯೋಜನೆಗಳಲ್ಲಿ ಕನಿಷ್ಠ ಬೆಂಬಲ ಬೆಲೆ, ಬೆಳೆ ಪ್ರದೇಶದ ಅಂದಾಜು, ಕೃಷಿ ಮತ್ತು ತೋಟಗಾರಿಕೆ ಯೋಜನೆಗಳ ಆಡಳಿತ/ಫಲಾನುಭವಿಗಳ ಆಯ್ಕೆ ಮುಂತಾದವುಗಳಿಗೆ ಬಳಸಿಕೊಳ್ಳಲು ಸರ್ಕಾರ ನಿರ್ಧರಿಸಿದೆ ಎಂದು ತಿಳಿಸಿದರು. ಹಾಸನ ಜಿಲ್ಲೆಯಲ್ಲಿ ಓರಿಯಂಟಲ್ ಜನರಲ್ ಇನ್ಸೂರೆನ್ಸ್ ಕಂಪನಿ, ಬೆಂಗಳೂರು ಇವರ ಸಹಯೋಗದೊಂದಿಗೆ 2025-26ನೇ ಸಾಲಿನ ಮುಂಗಾರು ಹಂಗಾಮಿನಲ್ಲಿ ಹೋಬಳಿ ಹಾಗೂ	[480, 123, 702, 461]
article2-col2-side-text: ಒಮ್ಮೆಯು ಬದಲಾಗಿಲ್ಲ, ಇಂತಹ ಮಹಾಪುರುಷ ಜೀವನವನ್ನು ಮತ್ತು ಜೀವನದಿಂದ ಹಲವು ಆದರ್ಶಗಳನ್ನು ನಾವು ಸಹ ಜಗತ್ತಿಗೆ ಪರಿಚಯಿಸಬೇಕಿದೆ ಎಂದರು. ಪ್ರಸ್ತುತ ದಿನಗಳಲ್ಲಿ ಜಾತಿ ಧರ್ಮಕ್ಕೆ ಜಯವಾಗಲಿ ಎಂಬ ಸಾಲನ್ನು ಯಾವ ದರ್ಮದಲ್ಲು ಕಾಣಲು ಸಾಧ್ಯವಿಲ್ಲ ಎಂದರು. ವೀರಶೈವ ಮಹಾಸಭಾ ಮುಖಂಡ ಎಂ.ಸಿ.ಮಂಜುನಾಥ್ ಮಾತನಾಡಿ, ವಿಶ್ವಮಾನವ ತತ್ವದ ಪ್ರತಿಪಾದಕರಾದ ಬಸವಣ್ಣನವರ ವಚನಸಾಹಿತ್ಯ ಹೀಗೆಯೇ ಮುಂದುವರೆಯಲಿ ಎಂದರು. ಇಂತಹ ವಚನಗಳನ್ನು ನೀಡಿದ ಬಸವಣ್ಣನವರ ಕೊಡುಗೆ	[240, 757, 338, 990]
article2-headline: ಬಸವಣ್ಣನವರ ವಚನಗಳು ಸರ್ವಕಾಲಿಕ	[6, 589, 325, 618]
article3-col1	[478, 628, 618, 776]
article5-box	[706, 1056, 940, 1468]
article5-col1	[713, 1203, 933, 1461]
article4-photo-delegation	[236, 1136, 468, 1286]
article4-col2-text: ಸರ್ಕಾರಿ ವಿಜ್ಞಾನ ಕಾಲೇಜು, ಕಲಾ ಕಾಲೇಜು ಹಾಗೂ ಸರ್ಕಾರಿ ಇಂಜಿನಿಯರಿಂಗ್ ಕಾಲೇಜು ಆಯ್ಕೆಯಾಗಿದೆ ಎಂದು ತಿಳಿಸಿದರು. ಈ ಕಾಲೇಜುಗಳ ಸಂದರ್ಶನ ಮಾಡಿ, ಈ ಕಾಲೇಜುಗಳ ಮೂಲಭೂತ ಸೌಕರ್ಯಗಳನ್ನು ಪರಿಶೀಲಿಸಿ ಇಲ್ಲಿನ ವಿದ್ಯಾರ್ಥಿಗಳಿಗೆ ಏನು ಅವಶ್ಯಕತೆ ಇದೆ, ಏನು ಬೇಕಾಗಿದೆ ಎಂಬುದನ್ನು ತಿಳಿದು ಮುಂದಿನ 25 ವರ್ಷಗಳ ಆಲೋಚನೆಯನ್ನು ಇಟ್ಟುಕೊಂಡು ಈ ಕಾಲೇಜಿಗೆ ಏನು ಬೇಕು ಅದನ್ನೆ ನಾವು ರೂಪಿಸುತ್ತೇವೆ ಎಂದು ಹೇಳಿದರು. ಈ ಭೇಟಿಯ ಸಮಯದಲ್ಲಿ ವಿದ್ಯಾರ್ಥಿಗಳ ಜೊತೆ ಸಂವಾದ ನಡೆಸಿ ಅವರ ಅಭಿಪ್ರಾಯ ಸಂಗ್ರಹಿಸಲಾಯಿತು. ಉನ್ನತ ಶಿಕ್ಷಣದ ಗುಣಮಟ್ಟ ಹೆಚ್ಚಿಸುವ ನಿಟ್ಟಿನಲ್ಲಿ ಇದೊಂದು ಮಹತ್ವದ ಹೆಜ್ಜೆಯಾಗಿದೆ. ಕಾಲೇಜಿನ ಶಿಕ್ಷಣ ಮತ್ತು ತಾಂತ್ರಿಕ ಅಭಿವೃದ್ಧಿಗೆ ಹಣಕಾಸಿನ ನೆರವು ಒದಗಿಸಲಾಗುವುದು. ಇಂಗ್ಲೆಂಡ್, ಜಪಾನ್, ಚೀನಾ, ಹಾಂಗ್ ಕಾಂಗ್, ಮಲೇಷಿಯ ದೇಶಗಳ ಸದಸ್ಯರು ಬಂದಿದ್ದು ತಂಡವು ಹಾಸನದ ಕಾಲೇಜುಗಳಿಗೆ ಭೇಟಿ ನೀಡಿದೆ. ಇಲ್ಲಿಗೆ ಬಂದಿರುವ ಸಂಸ್ಥೆಯು ಯುರೋಪ್ ಮತ್ತು ಏಷ್ಯಾದ ಹಲವು ದೇಶಗಳಲ್ಲಿ ಶಿಕ್ಷಣ ಸೌಲಭ್ಯ ಅಭಿವೃದ್ಧಿಗೆ ಕೆಲಸ ಮಾಡುತ್ತಿದೆ. ಸಂದರ್ಶನ ವೇಳೆ ಕಾಲೇಜಿನ ಬೋಧಕ ಸಿಬ್ಬಂದಿ ಹಾಗೂ ವಿದ್ಯಾರ್ಥಿಗಳು ಹಾಜರಿದ್ದರು. ಕೊನೆಯಲ್ಲಿ ಸಂಸ್ಥೆಯ ಸದಸ್ಯರು ಕಾಲೇಜಿನ ವ್ಯವಸ್ಥೆಯ ಬಗ್ಗೆ ಮೆಚ್ಚುಗೆ ವ್ಯಕ್ತಪಡಿಸಿದರು. ಕಾಲೇಜಿನ ಅಭಿವೃದ್ಧಿ ಸಮಿತಿ ಸದಸ್ಯರು, ಉಪನ್ಯಾಸಕರು ಹಾಗೂ ಸಿಬ್ಬಂದಿ ವರ್ಗದವರು ಈ ಸಂದರ್ಭದಲ್ಲಿ ಉಪಸ್ಥಿತರಿದ್ದರು. ವಿದ್ಯಾರ್ಥಿಗಳಿಗೆ ಸ್ಕಿಲ್ ಬೇಸ್ಡ್ ಶಿಕ್ಷಣ ನೀಡಲು ಇದರಿಂದ ಸಹಾಯವಾಗಲಿದೆ ಎಂದು ಆಶಯ ವ್ಯಕ್ತಪಡಿಸಿದರು. ಕಾಲೇಜಿನ ಮೂಲ ಸೌಕರ್ಯಗಳ ಜೊತೆಗೆ ಗ್ರಾಮೀಣ ವಿದ್ಯಾರ್ಥಿಗಳು ಕೂಡ ಜಾಗತಿಕ ಮಟ್ಟದಲ್ಲಿ ಸ್ಪರ್ಧಿಸುವಂತಾಗಲಿ ಎಂದು ಹಾರೈಸಿದರು.	[476, 1137, 702, 1422]
article2-col1	[8, 790, 125, 1046]
article2-col1-top	[8, 630, 125, 788]
article4-headline-line2: ಡೆವಲಪ್ಮೆಂಟ್ ಬ್ಯಾಂಕ್ ಸದಸ್ಯರ ಭೇಟಿ	[180, 1096, 520, 1130]
section-divider-1	[0, 576, 945, 578]
article3-col2-text: ಮಿಲ್ ಬಟ್ಟೆ ಫ್ಯಾಕ್ಟರಿ ಮ್ಯಾನೇಜ್ಮೆಂಟ್ ಅತ್ತಂತ ಬೇಜವಾಬ್ದಾರಿಯುತವಾಗಿದ್ದು, ಕೂಡಲೇ ಏಳು ತಿಂಗಳ ಬಾಕಿ ಸಂಬಳ ಕಾರ್ಮಿಕರಿಗೆ ಕೊಡಲು ಆಗ್ರಹಿಸಿ ಜೂನ್ 14ರ ವರೆಗಿನಿಂದ ತೀವ್ರತರವಾದ ಹೋರಾಟ ಮಾಡಲಾಗುವುದು. ನಮ್ಮ ಬೇಡಿಕೆ ಈಡೇರುವ ತನಕ ಹೋರಾಟ ನಿಲ್ಲದು ಎಂದು ಎಚ್ಚರಿಸಿದರು.	[822, 629, 940, 745]
masthead-title: ಭೀಮ ವಿಜಯ	[340, 2, 524, 47]
article3-col2	[822, 628, 940, 1044]
article3-photo-protest	[623, 628, 817, 778]
